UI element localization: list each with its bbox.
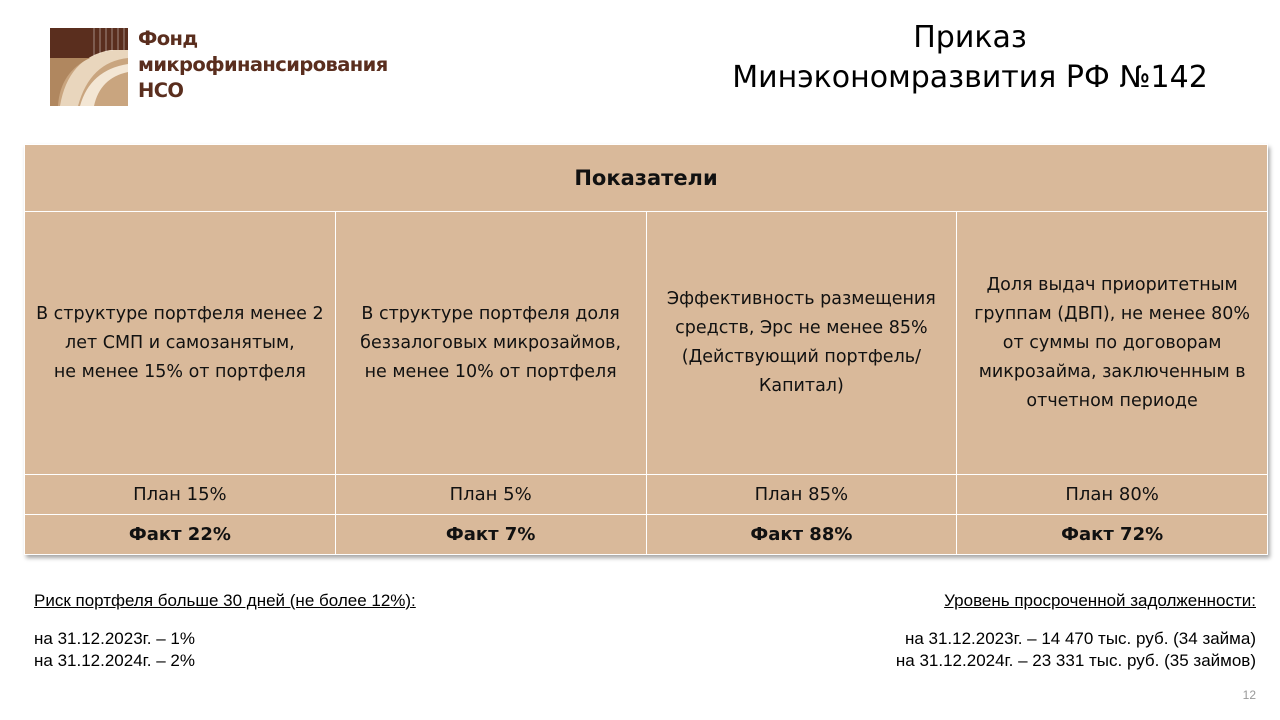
fund-logo-text [138, 26, 388, 104]
overdue-debt-line: на 31.12.2023г. – 14 470 тыс. руб. (34 займа) [904, 629, 1256, 648]
description-line: Капитал) [758, 376, 844, 396]
portfolio-risk-heading: Риск портфеля больше 30 дней (не более 12%): [34, 591, 416, 610]
logo-line-2: микрофинансирования [138, 53, 388, 76]
page-number: 12 [1242, 688, 1256, 702]
indicator-description [335, 212, 646, 475]
fund-logo [50, 27, 388, 108]
portfolio-risk-line: на 31.12.2023г. – 1% [34, 629, 195, 648]
overdue-debt-line: на 31.12.2024г. – 23 331 тыс. руб. (35 займов) [895, 651, 1256, 670]
fact-cell: Факт 22% [25, 515, 336, 555]
plan-cell: План 85% [646, 475, 957, 515]
fact-cell: Факт 88% [646, 515, 957, 555]
description-line: средств, Эрс не менее 85% [675, 318, 928, 338]
indicator-description [957, 212, 1268, 475]
description-line: не менее 10% от портфеля [364, 361, 617, 382]
overdue-debt-heading: Уровень просроченной задолженности: [944, 591, 1256, 610]
description-line: не менее 15% от портфеля [53, 361, 306, 382]
description-line: (Действующий портфель/ [681, 347, 921, 367]
plan-cell: План 5% [335, 475, 646, 515]
plan-cell: План 80% [957, 475, 1268, 515]
fact-row [25, 515, 1268, 555]
description-line: отчетном периоде [1026, 390, 1198, 411]
description-line: В структуре портфеля доля [361, 303, 620, 324]
description-line: от суммы по договорам [1002, 332, 1222, 353]
description-line: группам (ДВП), не менее 80% [974, 303, 1251, 324]
description-line: лет СМП и самозанятым, [65, 332, 295, 353]
portfolio-risk-note [34, 590, 416, 672]
fact-cell: Факт 7% [335, 515, 646, 555]
slide-title-line-2: Минэкономразвития РФ №142 [732, 60, 1208, 95]
indicators-table [24, 144, 1268, 555]
indicator-description [25, 212, 336, 475]
description-line: беззалоговых микрозаймов, [360, 332, 622, 353]
slide-title-line-1: Приказ [913, 20, 1027, 55]
description-line: В структуре портфеля менее 2 [36, 303, 324, 324]
description-line: Доля выдач приоритетным [986, 274, 1238, 295]
logo-line-1: Фонд [138, 27, 198, 50]
description-line: микрозайма, заключенным в [978, 361, 1246, 382]
slide-title [700, 18, 1240, 98]
plan-cell: План 15% [25, 475, 336, 515]
table-header-row [25, 145, 1268, 212]
plan-row [25, 475, 1268, 515]
fact-cell: Факт 72% [957, 515, 1268, 555]
indicator-description-row [25, 212, 1268, 475]
indicator-description [646, 212, 957, 475]
overdue-debt-note [896, 590, 1256, 672]
fund-logo-icon [50, 28, 128, 106]
table-header: Показатели [25, 145, 1268, 212]
portfolio-risk-line: на 31.12.2024г. – 2% [34, 651, 195, 670]
logo-line-3: НСО [138, 79, 184, 102]
description-line: Эффективность размещения [666, 289, 936, 309]
